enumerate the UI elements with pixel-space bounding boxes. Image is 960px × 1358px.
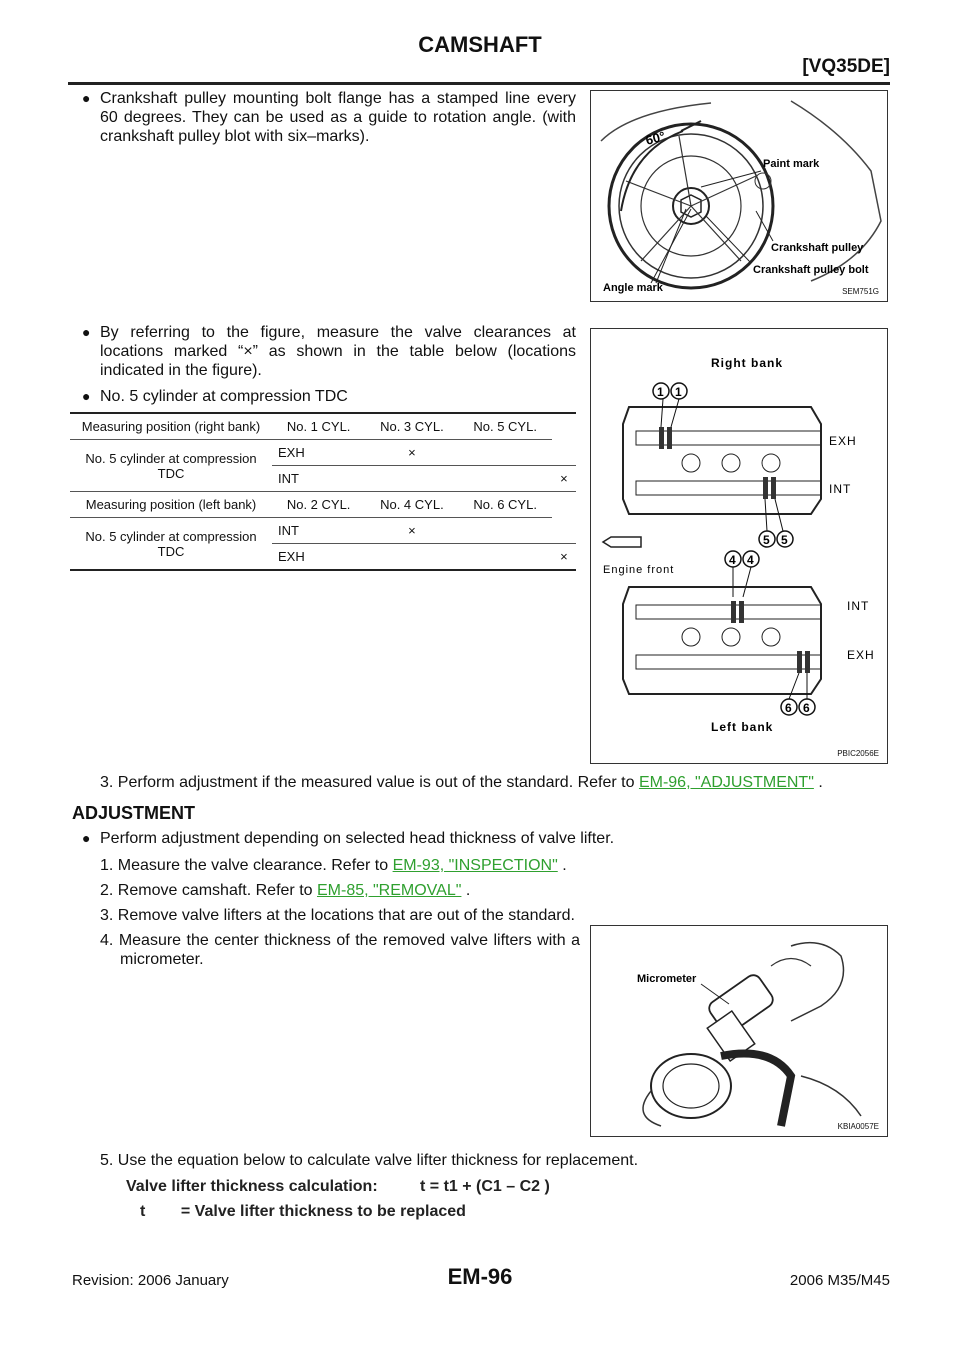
valve-measure-table (70, 414, 576, 571)
left-bank-label: Left bank (711, 720, 774, 734)
bullet-measure-clearance: ● By referring to the figure, measure the valve clearances at locations marked “×” as shown in the table below (locations indicated in the figure). (82, 324, 576, 379)
position-6b: 6 (803, 701, 810, 715)
int-left-label: INT (847, 599, 870, 613)
position-4a: 4 (729, 553, 736, 567)
adjust-step-4: 4. Measure the center thickness of the removed valve lifters with a micrometer. (100, 932, 580, 968)
figure-crankshaft-pulley (590, 90, 888, 302)
crankshaft-pulley-label: Crankshaft pulley (771, 242, 864, 254)
link-em85-removal[interactable]: EM-85, "REMOVAL" (316, 882, 462, 899)
position-1a: 1 (657, 385, 664, 399)
right-bank-label: Right bank (711, 356, 783, 370)
revision-date: Revision: 2006 January (72, 1272, 229, 1289)
position-6a: 6 (785, 701, 792, 715)
table-row: EXH × (70, 544, 576, 571)
adjust-step-1: 1. Measure the valve clearance. Refer to EM-93, "INSPECTION" . (100, 857, 567, 874)
figure-code: SEM751G (842, 287, 879, 296)
figure-valve-locations (590, 328, 888, 764)
exh-left-label: EXH (847, 648, 875, 662)
table-header-left: Measuring position (left bank) No. 2 CYL. No. 4 CYL. No. 6 CYL. (70, 492, 576, 518)
paint-mark-label: Paint mark (763, 158, 820, 170)
position-5a: 5 (763, 533, 770, 547)
table-row: No. 5 cylinder at compression TDC INT × (70, 518, 576, 544)
header-rule (68, 82, 890, 85)
equation-formula: t = t1 + (C1 – C2 ) (420, 1178, 550, 1195)
int-right-label: INT (829, 482, 852, 496)
angle-60-label: 60° (643, 128, 667, 148)
engine-model: [VQ35DE] (802, 56, 890, 77)
equation-label: Valve lifter thickness calculation: (126, 1178, 378, 1195)
cylinder-head-diagram (591, 329, 887, 763)
bullet-no5-tdc: ● No. 5 cylinder at compression TDC (82, 388, 348, 405)
adjustment-bullet: ● Perform adjustment depending on selected head thickness of valve lifter. (82, 830, 615, 847)
micrometer-diagram (591, 926, 887, 1136)
table-row: No. 5 cylinder at compression TDC EXH × (70, 440, 576, 466)
table-row: INT × (70, 466, 576, 492)
page-number: EM-96 (447, 1264, 513, 1289)
table-header-right: Measuring position (right bank) No. 1 CYL. No. 3 CYL. No. 5 CYL. (70, 414, 576, 440)
pulley-diagram (591, 91, 887, 301)
page-title: CAMSHAFT (418, 32, 542, 57)
vehicle-model: 2006 M35/M45 (789, 1272, 890, 1289)
figure-code: PBIC2056E (837, 749, 879, 758)
figure-micrometer (590, 925, 888, 1137)
position-5b: 5 (781, 533, 788, 547)
adjust-step-2: 2. Remove camshaft. Refer to EM-85, "REMOVAL" . (100, 882, 471, 899)
exh-right-label: EXH (829, 434, 857, 448)
adjust-step-3: 3. Remove valve lifters at the locations that are out of the standard. (100, 907, 575, 924)
link-em93-inspection[interactable]: EM-93, "INSPECTION" (392, 857, 558, 874)
figure-code: KBIA0057E (837, 1122, 879, 1131)
position-4b: 4 (747, 553, 754, 567)
adjustment-heading: ADJUSTMENT (72, 803, 196, 823)
link-em96-adjustment[interactable]: EM-96, "ADJUSTMENT" (638, 774, 814, 791)
crankshaft-pulley-bolt-label: Crankshaft pulley bolt (753, 264, 869, 276)
adjust-step-5: 5. Use the equation below to calculate valve lifter thickness for replacement. (100, 1152, 639, 1169)
bullet-pulley-marks: ● Crankshaft pulley mounting bolt flange has a stamped line every 60 degrees. They can be used as a guide to rotation angle. (with crankshaft pulley blot with six–marks). (82, 90, 576, 145)
equation-definition: t = Valve lifter thickness to be replaced (140, 1203, 466, 1220)
angle-mark-label: Angle mark (603, 282, 663, 294)
engine-front-label: Engine front (603, 564, 675, 576)
position-1b: 1 (675, 385, 682, 399)
step-3-out-of-standard: 3. Perform adjustment if the measured value is out of the standard. Refer to EM-96, "ADJUSTMENT" . (100, 774, 823, 791)
engine-front-arrow-icon (603, 537, 641, 547)
micrometer-label: Micrometer (637, 973, 697, 985)
